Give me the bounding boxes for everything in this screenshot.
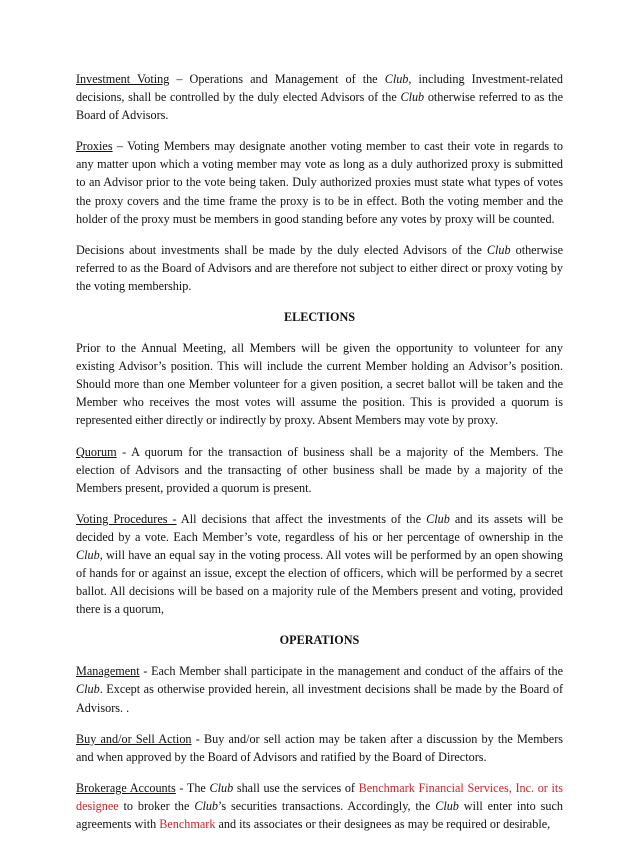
term-proxies: Proxies	[76, 139, 113, 154]
club-name: Club	[384, 72, 409, 86]
text: otherwise referred to as the Board of Advisors and are therefore not subject to either direct or proxy voting by the voting membership.	[76, 242, 563, 293]
text: , will have an equal say in the voting process. All votes will be performed by an open showing of hands for or against an issue, except the election of officers, which will be performed by a secret ballot. All decisions will be based on a majority rule of the Members present and voting, provided there is a quorum,	[76, 547, 563, 617]
term-voting-procedures: Voting Procedures -	[76, 511, 177, 526]
text: otherwise referred to as the Board of Advisors.	[76, 90, 563, 123]
text: All decisions that affect the investments of the	[176, 511, 427, 526]
text: - Buy and/or sell action may be taken after a discussion by the Members and when approved by the Board of Advisors and ratified by the Board of Directors.	[76, 731, 563, 764]
club-name: Club	[209, 780, 234, 795]
text: – Operations and Management of the	[169, 72, 385, 86]
broker-short-name-highlight: Benchmark	[159, 817, 216, 831]
text: shall use the services of	[233, 780, 359, 795]
paragraph-investment-decisions	[76, 241, 563, 295]
heading-operations: OPERATIONS	[279, 633, 360, 648]
club-name: Club	[76, 547, 100, 562]
paragraph-investment-voting	[76, 70, 563, 124]
club-name: Club	[426, 511, 450, 526]
text: – Voting Members may designate another voting member to cast their vote in regards to any matter upon which a voting member may vote as long as a duly authorized proxy is submitted to an Advisor prior to the vote being taken. Duly authorized proxies must state what types of votes the proxy covers and the time frame the proxy is to be in effect. Both the voting member and the holder of the proxy must be members in good standing before any votes by proxy will be counted.	[76, 139, 563, 226]
term-management: Management	[76, 664, 140, 679]
text: . Except as otherwise provided herein, all investment decisions shall be made by the Board of Advisors. .	[76, 682, 563, 715]
paragraph-management	[76, 662, 563, 716]
paragraph-proxies	[76, 137, 563, 227]
club-name: Club	[194, 798, 219, 813]
heading-elections: ELECTIONS	[283, 310, 356, 325]
paragraph-voting-procedures	[76, 510, 563, 619]
term-brokerage-accounts: Brokerage Accounts	[76, 780, 176, 795]
text: and its associates or their designees as may be required or desirable,	[215, 817, 551, 831]
term-investment-voting: Investment Voting	[76, 72, 170, 86]
club-name: Club	[400, 90, 425, 105]
text: and its assets will be decided by a vote. Each Member’s vote, regardless of his or her percentage of ownership in the	[76, 511, 563, 544]
text: - Each Member shall participate in the management and conduct of the affairs of the	[139, 664, 563, 679]
document-page	[76, 70, 563, 846]
text: - A quorum for the transaction of business shall be a majority of the Members. The election of Advisors and the transacting of other business shall be made by a majority of the Members present, provided a quorum is present.	[76, 444, 563, 495]
term-buy-sell-action: Buy and/or Sell Action	[76, 731, 192, 746]
text: Decisions about investments shall be made by the duly elected Advisors of the	[76, 242, 487, 257]
text: to broker the	[118, 798, 195, 813]
club-name: Club	[486, 242, 511, 257]
broker-name-highlight: Benchmark Financial Services, Inc. or its designee	[76, 780, 564, 813]
paragraph-elections: Prior to the Annual Meeting, all Members will be given the opportunity to volunteer for any existing Advisor’s position. This will include the current Member holding an Advisor’s position. Should more than one Member volunteer for a given position, a secret ballot will be taken and the Member who receives the most votes will assume the position. This is provided a quorum is represented either directly or indirectly by proxy. Absent Members may vote by proxy.	[76, 341, 563, 428]
club-name: Club	[435, 798, 459, 813]
text: will enter into such agreements with	[76, 798, 563, 831]
text: , including Investment-related decisions, shall be controlled by the duly elected Advisors of the	[76, 72, 563, 105]
term-quorum: Quorum	[76, 444, 117, 459]
paragraph-brokerage-accounts	[76, 779, 563, 833]
paragraph-buy-sell-action	[76, 730, 563, 766]
text: - The	[175, 780, 210, 795]
club-name: Club	[76, 682, 100, 697]
paragraph-quorum	[76, 443, 563, 497]
text: ’s securities transactions. Accordingly, the	[218, 798, 436, 813]
